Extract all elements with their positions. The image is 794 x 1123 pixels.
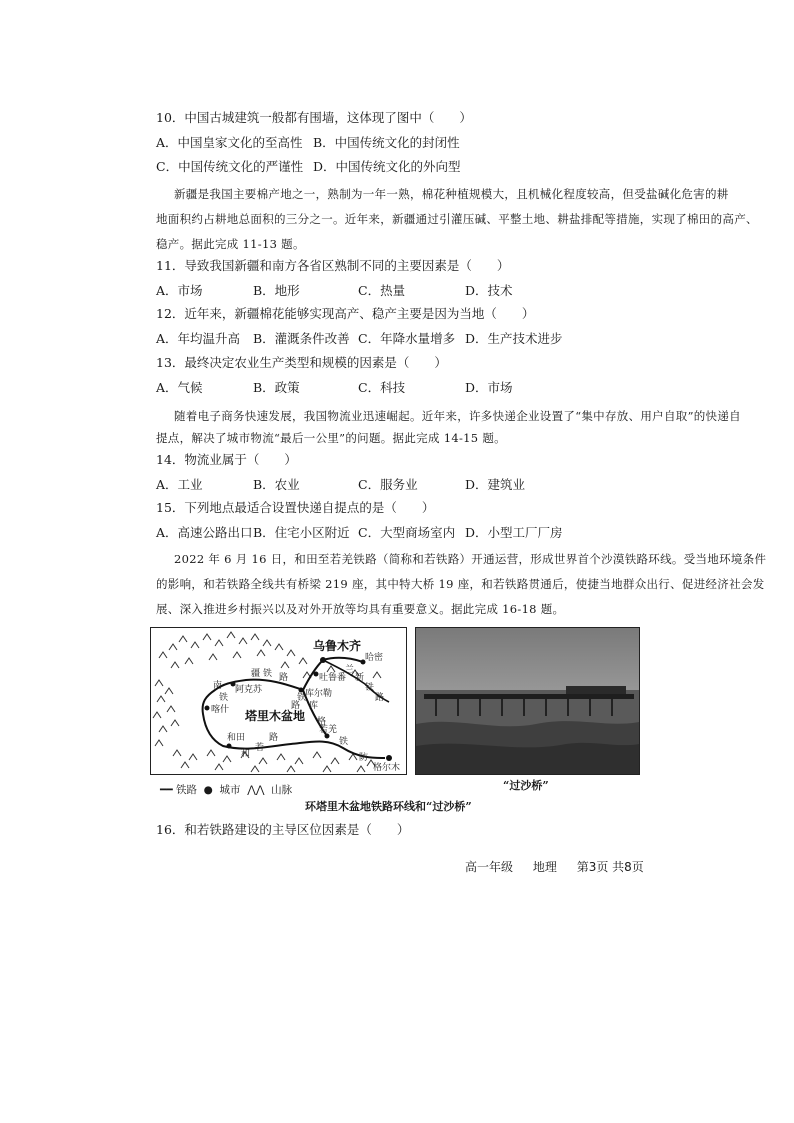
city-dot-hetian xyxy=(227,744,232,749)
intro3-line1: 2022 年 6 月 16 日，和田至若羌铁路（简称和若铁路）开通运营，形成世界首个沙漠铁路环线。受当地环境条件 xyxy=(174,552,767,566)
q15-option-d: D．小型工厂厂房 xyxy=(465,525,563,540)
rail-char: 路 xyxy=(291,701,301,711)
rail-loop-map xyxy=(150,627,407,775)
rail-char: 路 xyxy=(279,673,289,683)
q15-stem: 15．下列地点最适合设置快递自提点的是（ ） xyxy=(156,500,435,515)
intro3-line3: 展、深入推进乡村振兴以及对外开放等均具有重要意义。据此完成 16-18 题。 xyxy=(156,602,565,616)
intro2-line1: 随着电子商务快速发展，我国物流业迅速崛起。近年来，许多快递企业设置了“集中存放、用户自取”的快递自 xyxy=(174,409,741,423)
q12-option-b: B．灌溉条件改善 xyxy=(253,331,350,346)
q10-stem: 10．中国古城建筑一般都有围墙，这体现了图中（ ） xyxy=(156,110,472,125)
city-dot-geermu xyxy=(386,755,392,761)
rail-char: 铁 xyxy=(263,669,273,679)
label-kashi: 喀什 xyxy=(211,705,230,715)
q14-option-a: A．工业 xyxy=(156,477,203,492)
q11-option-d: D．技术 xyxy=(465,283,513,298)
q14-option-b: B．农业 xyxy=(253,477,300,492)
train xyxy=(566,686,626,694)
rail-char: 铁 xyxy=(297,693,307,703)
page-footer xyxy=(465,858,660,875)
q12-option-d: D．生产技术进步 xyxy=(465,331,563,346)
sand-crossing-bridge-photo xyxy=(415,627,640,775)
city-dot-kashi xyxy=(205,706,210,711)
q12-option-a: A．年均温升高 xyxy=(156,331,241,346)
footer-page-number: 第3页 共8页 xyxy=(576,860,644,874)
mountain-range-south xyxy=(173,750,375,772)
label-urumqi: 乌鲁木齐 xyxy=(313,639,362,653)
rail-char: 若 xyxy=(255,743,265,753)
city-dot-urumqi xyxy=(320,657,326,663)
city-dot-kuerle xyxy=(299,688,304,693)
photo-caption: “过沙桥” xyxy=(503,779,549,792)
q10-option-b: B．中国传统文化的封闭性 xyxy=(313,135,460,150)
rail-char: 疆 xyxy=(251,669,261,679)
rail-char: 兰 xyxy=(345,665,355,675)
q12-stem: 12．近年来，新疆棉花能够实现高产、稳产主要是因为当地（ ） xyxy=(156,306,535,321)
rail-char: 南 xyxy=(213,681,223,691)
bridge-deck xyxy=(424,694,634,699)
label-akesu: 阿克苏 xyxy=(235,685,263,695)
label-tarim-basin: 塔里木盆地 xyxy=(245,709,306,723)
rail-char: 路 xyxy=(269,733,279,743)
label-tulufan: 吐鲁番 xyxy=(319,673,347,683)
rail-char: 铁 xyxy=(339,737,349,747)
q15-option-b: B．住宅小区附近 xyxy=(253,525,350,540)
intro2-line2: 提点，解决了城市物流“最后一公里”的问题。据此完成 14-15 题。 xyxy=(156,431,506,445)
q11-option-a: A．市场 xyxy=(156,283,203,298)
intro3-line2: 的影响，和若铁路全线共有桥梁 219 座，其中特大桥 19 座，和若铁路贯通后，使捷当地群众出行、促进经济社会发 xyxy=(156,577,765,591)
q14-option-d: D．建筑业 xyxy=(465,477,526,492)
legend-rail-label: 铁路 xyxy=(176,784,197,796)
q11-option-c: C．热量 xyxy=(358,283,406,298)
rail-char: 防 xyxy=(359,753,369,763)
q13-stem: 13．最终决定农业生产类型和规模的因素是（ ） xyxy=(156,355,447,370)
figure-caption: 环塔里木盆地铁路环线和“过沙桥” xyxy=(305,800,472,813)
intro1-line1: 新疆是我国主要棉产地之一，熟制为一年一熟，棉花种植规模大，且机械化程度较高，但受盐碱化危害的耕 xyxy=(174,187,729,201)
q10-option-a: A．中国皇家文化的至高性 xyxy=(156,135,303,150)
q13-option-b: B．政策 xyxy=(253,380,300,395)
rail-char: 铁 xyxy=(219,693,229,703)
q14-option-c: C．服务业 xyxy=(358,477,418,492)
footer-grade: 高一年级 xyxy=(465,860,514,874)
q11-option-b: B．地形 xyxy=(253,283,300,298)
q15-option-a: A．高速公路出口 xyxy=(156,525,253,540)
legend-mountain-label: 山脉 xyxy=(271,784,293,796)
rail-char: 库 xyxy=(309,701,319,711)
q13-option-c: C．科技 xyxy=(358,380,406,395)
legend-rail-symbol: ━━ xyxy=(160,784,173,796)
legend-city-symbol: ● xyxy=(200,784,217,796)
rail-char: 格 xyxy=(317,717,327,727)
city-dot-tulufan xyxy=(314,672,319,677)
q15-option-c: C．大型商场室内 xyxy=(358,525,456,540)
q16-stem: 16．和若铁路建设的主导区位因素是（ ） xyxy=(156,822,410,837)
intro1-line3: 稳产。据此完成 11-13 题。 xyxy=(156,237,305,251)
q11-stem: 11．导致我国新疆和南方各省区熟制不同的主要因素是（ ） xyxy=(156,258,510,273)
photo-drawing xyxy=(416,628,639,774)
q12-option-c: C．年降水量增多 xyxy=(358,331,456,346)
rail-char: 铁 xyxy=(365,683,375,693)
label-hami: 哈密 xyxy=(365,653,384,663)
rail-char: 路 xyxy=(375,693,385,703)
label-geermu: 格尔木 xyxy=(373,763,401,773)
label-hetian: 和田 xyxy=(227,733,246,743)
label-kuerle: 库尔勒 xyxy=(305,689,333,699)
map-legend xyxy=(160,782,292,797)
rail-char: 新 xyxy=(355,673,365,683)
rail-char: 和 xyxy=(241,749,251,759)
q14-stem: 14．物流业属于（ ） xyxy=(156,452,297,467)
q13-option-a: A．气候 xyxy=(156,380,203,395)
q13-option-d: D．市场 xyxy=(465,380,513,395)
legend-mountain-symbol: ⋀⋀ xyxy=(243,784,268,796)
map-drawing xyxy=(151,628,406,774)
legend-city-label: 城市 xyxy=(219,784,241,796)
q10-option-c: C．中国传统文化的严谨性 xyxy=(156,159,304,174)
q10-option-d: D．中国传统文化的外向型 xyxy=(313,159,461,174)
footer-subject: 地理 xyxy=(532,860,557,874)
mountain-range-west xyxy=(153,680,179,746)
label-ruoqiang: 若羌 xyxy=(319,725,338,735)
intro1-line2: 地面积约占耕地总面积的三分之一。近年来，新疆通过引灌压碱、平整土地、耕盐排配等措施，实现了棉田的高产、 xyxy=(156,212,758,226)
